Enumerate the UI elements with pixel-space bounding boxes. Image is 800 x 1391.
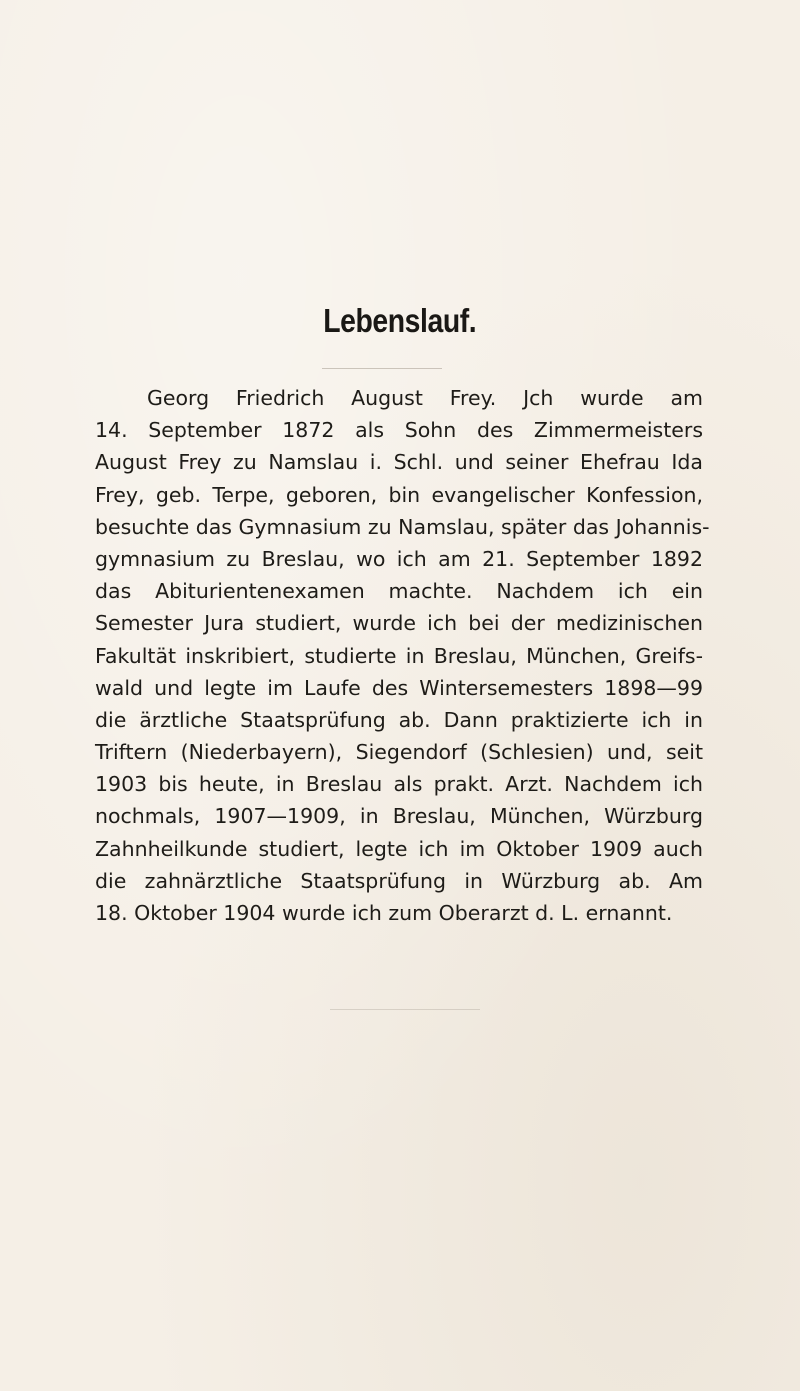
- text-line: 14. September 1872 als Sohn des Zimmermeisters: [95, 418, 703, 443]
- text-line: Georg Friedrich August Frey. Jch wurde am: [147, 386, 703, 410]
- text-line: nochmals, 1907—1909, in Breslau, München, Würzburg: [95, 804, 703, 829]
- text-line: Frey, geb. Terpe, geboren, bin evangelischer Konfession,: [95, 482, 703, 507]
- text-line: 1903 bis heute, in Breslau als prakt. Arzt. Nachdem ich: [95, 772, 703, 797]
- title-divider: [322, 368, 442, 369]
- bottom-divider: [330, 1009, 480, 1010]
- text-line: Fakultät inskribiert, studierte in Breslau, München, Greifs-: [95, 643, 703, 668]
- text-line: Triftern (Niederbayern), Siegendorf (Schlesien) und, seit: [95, 740, 703, 765]
- text-line: Semester Jura studiert, wurde ich bei der medizinischen: [95, 611, 703, 636]
- text-line: Zahnheilkunde studiert, legte ich im Oktober 1909 auch: [95, 836, 703, 861]
- document-title: Lebenslauf.: [323, 302, 477, 339]
- text-line: 18. Oktober 1904 wurde ich zum Oberarzt d. L. ernannt.: [95, 901, 673, 925]
- text-line: das Abiturientenexamen machte. Nachdem ich ein: [95, 579, 703, 604]
- biography-paragraph: [95, 382, 710, 929]
- text-line: besuchte das Gymnasium zu Namslau, später das Johannis-: [95, 514, 710, 539]
- text-line: wald und legte im Laufe des Wintersemesters 1898—99: [95, 675, 703, 700]
- text-line: gymnasium zu Breslau, wo ich am 21. September 1892: [95, 546, 703, 571]
- text-line: die ärztliche Staatsprüfung ab. Dann praktizierte ich in: [95, 707, 703, 732]
- text-line: die zahnärztliche Staatsprüfung in Würzburg ab. Am: [95, 868, 703, 893]
- text-line: August Frey zu Namslau i. Schl. und seiner Ehefrau Ida: [95, 450, 703, 475]
